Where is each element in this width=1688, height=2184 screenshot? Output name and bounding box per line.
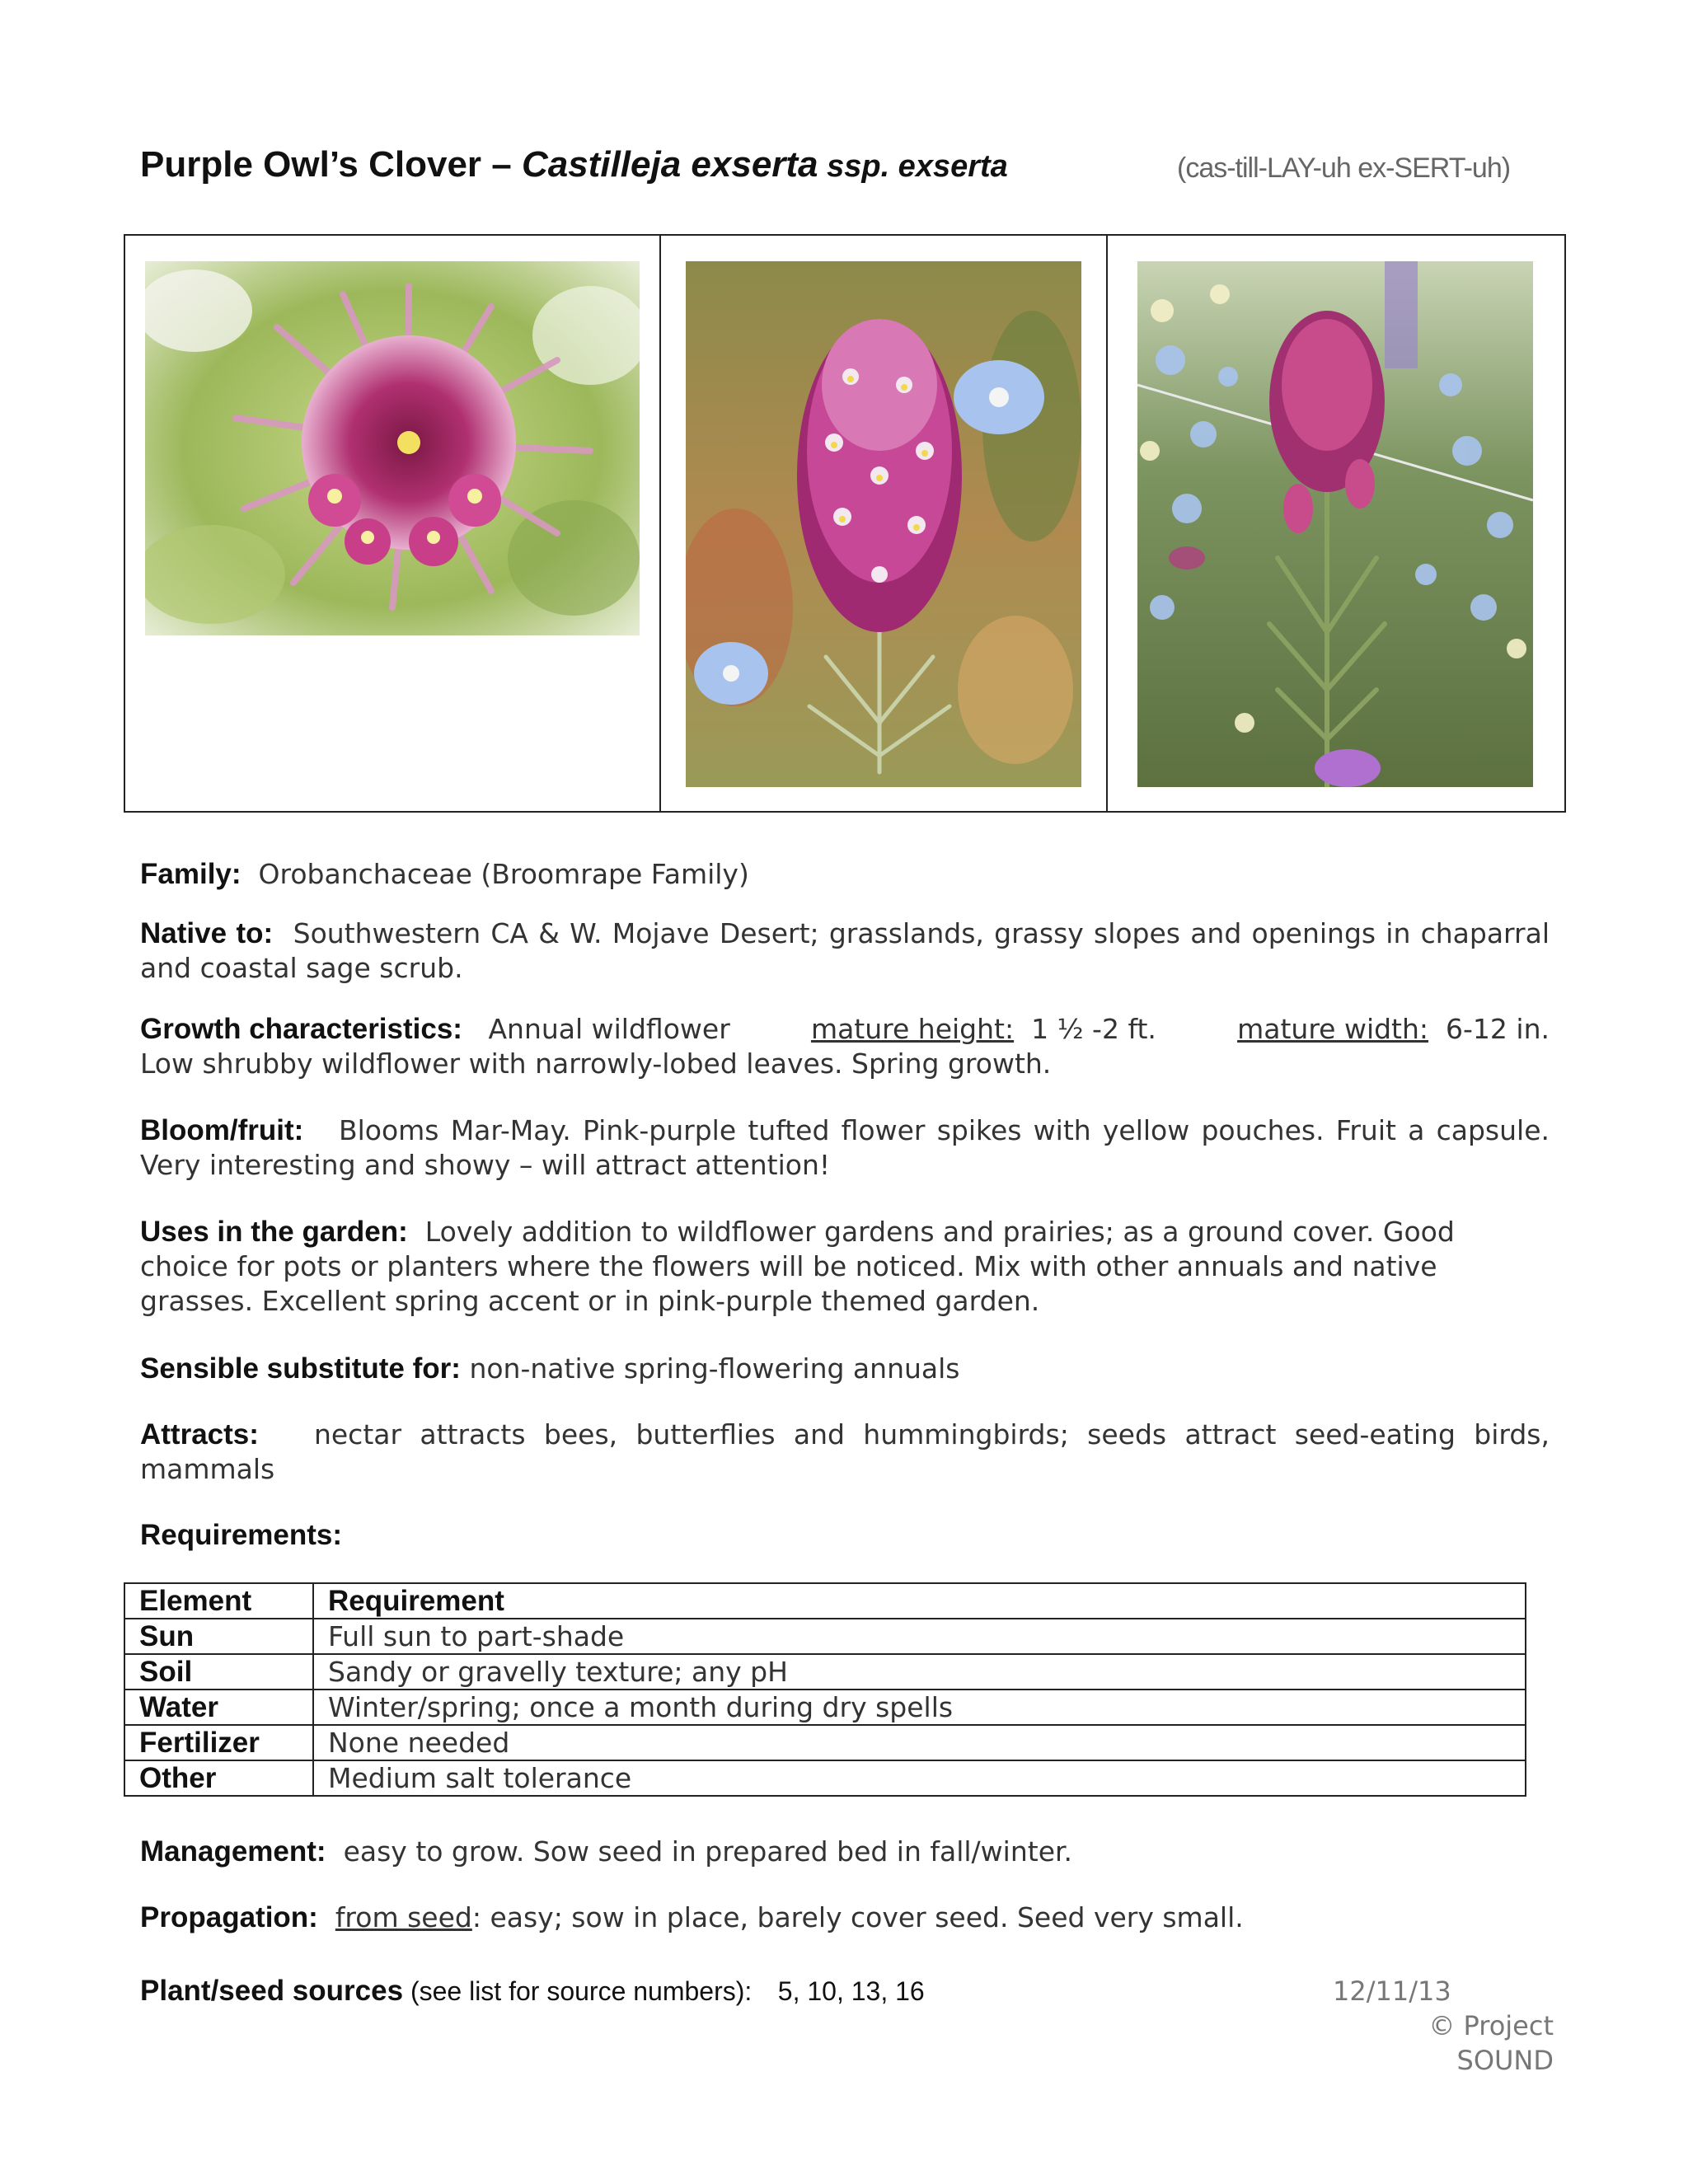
growth-type: Annual wildflower	[488, 1013, 730, 1045]
footer-copyright: © Project SOUND	[1428, 2010, 1554, 2076]
requirement-cell: Winter/spring; once a month during dry spells	[313, 1690, 1526, 1725]
propagation-link[interactable]: from seed	[335, 1901, 472, 1933]
requirement-header: Requirement	[313, 1583, 1526, 1619]
bloom-label: Bloom/fruit:	[140, 1114, 304, 1146]
subspecies-name: ssp. exserta	[818, 149, 1008, 184]
height-label: mature height:	[810, 1013, 1015, 1045]
growth-label: Growth characteristics:	[140, 1013, 462, 1045]
scientific-name: Castilleja exserta	[521, 144, 818, 185]
requirements-header-row	[124, 1583, 1526, 1619]
table-row	[124, 1760, 1526, 1796]
element-cell: Soil	[124, 1654, 313, 1690]
photo-table	[124, 234, 1566, 813]
growth-section	[140, 1012, 1550, 1081]
propagation-label: Propagation:	[140, 1901, 318, 1933]
table-row	[124, 1619, 1526, 1654]
attracts-value: nectar attracts bees, butterflies and hummingbirds; seeds attract seed-eating birds, mammals	[140, 1418, 1550, 1485]
photo-cell-1	[125, 236, 661, 811]
element-header: Element	[124, 1583, 313, 1619]
attracts-label: Attracts:	[140, 1418, 259, 1451]
height-value: 1 ½ -2 ft.	[1031, 1013, 1156, 1045]
sources-note: (see list for source numbers):	[403, 1976, 753, 2006]
growth-description: Low shrubby wildflower with narrowly-lobed leaves. Spring growth.	[140, 1047, 1052, 1080]
uses-label: Uses in the garden:	[140, 1216, 408, 1248]
bloom-value: Blooms Mar-May. Pink-purple tufted flower spikes with yellow pouches. Fruit a capsule. Very interesting and showy – will attract attention!	[140, 1114, 1550, 1181]
footer-date: 12/11/13	[1333, 1975, 1451, 2007]
requirement-cell: Full sun to part-shade	[313, 1619, 1526, 1654]
uses-section	[140, 1215, 1550, 1319]
substitute-value: non-native spring-flowering annuals	[469, 1352, 960, 1385]
requirements-label: Requirements:	[140, 1519, 343, 1551]
common-name: Purple Owl’s Clover –	[140, 144, 522, 185]
pronunciation: (cas-till-LAY-uh ex-SERT-uh)	[1177, 152, 1511, 184]
bloom-section	[140, 1113, 1550, 1183]
native-value: Southwestern CA & W. Mojave Desert; grasslands, grassy slopes and openings in chaparral and coastal sage scrub.	[140, 917, 1550, 984]
sources-value: 5, 10, 13, 16	[777, 1976, 925, 2006]
requirements-table	[124, 1582, 1526, 1797]
footer-block	[1331, 1974, 1554, 2078]
requirement-cell: None needed	[313, 1725, 1526, 1760]
native-section	[140, 916, 1550, 986]
requirements-section	[140, 1518, 1550, 1553]
attracts-section	[140, 1418, 1550, 1487]
requirement-cell: Medium salt tolerance	[313, 1760, 1526, 1796]
sources-label: Plant/seed sources	[140, 1975, 404, 2007]
table-row	[124, 1725, 1526, 1760]
table-row	[124, 1690, 1526, 1725]
flower-closeup-photo	[145, 261, 640, 635]
management-label: Management:	[140, 1835, 326, 1868]
uses-value: Lovely addition to wildflower gardens and prairies; as a ground cover. Good choice for pots or planters where the flowers will be noticed. Mix with other annuals and native grasses. Excellent spring accent or in pink-purple themed garden.	[140, 1216, 1455, 1317]
element-cell: Water	[124, 1690, 313, 1725]
family-value: Orobanchaceae (Broomrape Family)	[258, 858, 749, 890]
substitute-label: Sensible substitute for:	[140, 1352, 461, 1385]
page-title	[140, 144, 1008, 185]
management-section	[140, 1835, 1550, 1869]
family-section	[140, 857, 1550, 892]
photo-cell-3	[1108, 236, 1566, 811]
width-label: mature width:	[1237, 1013, 1429, 1045]
element-cell: Sun	[124, 1619, 313, 1654]
element-cell: Fertilizer	[124, 1725, 313, 1760]
photo-cell-2	[661, 236, 1108, 811]
native-label: Native to:	[140, 917, 274, 949]
requirement-cell: Sandy or gravelly texture; any pH	[313, 1654, 1526, 1690]
propagation-value: : easy; sow in place, barely cover seed. Seed very small.	[471, 1901, 1244, 1933]
management-value: easy to grow. Sow seed in prepared bed in fall/winter.	[343, 1835, 1073, 1868]
width-value: 6-12 in.	[1446, 1013, 1550, 1045]
table-row	[124, 1654, 1526, 1690]
title-row	[140, 144, 1558, 194]
substitute-section	[140, 1352, 1550, 1386]
growth-line	[140, 1012, 1550, 1047]
element-cell: Other	[124, 1760, 313, 1796]
propagation-section	[140, 1900, 1550, 1935]
flower-spike-photo	[686, 261, 1081, 787]
family-label: Family:	[140, 858, 241, 890]
garden-plant-photo	[1137, 261, 1533, 787]
